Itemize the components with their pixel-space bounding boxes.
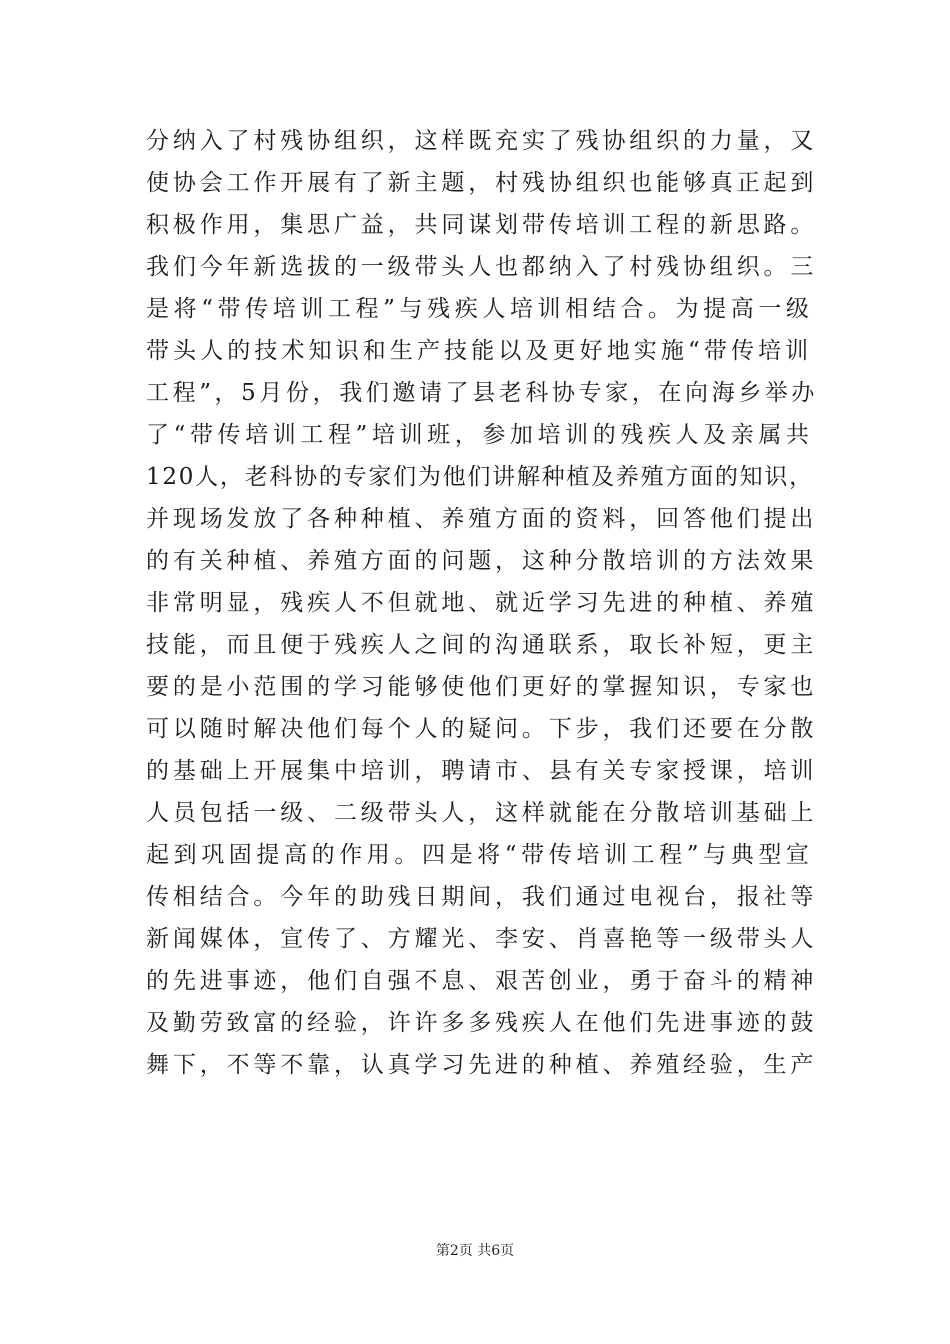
text-line-17: 人员包括一级、二级带头人，这样就能在分散培训基础上 bbox=[146, 800, 818, 826]
text-line-5: 是将“带传培训工程”与残疾人培训相结合。为提高一级 bbox=[146, 296, 814, 322]
text-line-3: 积极作用，集思广益，共同谋划带传培训工程的新思路。 bbox=[146, 212, 818, 238]
text-line-9: 120人，老科协的专家们为他们讲解种植及养殖方面的知识， bbox=[146, 464, 814, 490]
text-line-22: 及勤劳致富的经验，许许多多残疾人在他们先进事迹的鼓 bbox=[146, 1010, 818, 1036]
body-text bbox=[146, 120, 818, 1086]
text-line-1: 分纳入了村残协组织，这样既充实了残协组织的力量，又 bbox=[146, 128, 818, 154]
text-line-21: 的先进事迹，他们自强不息、艰苦创业，勇于奋斗的精神 bbox=[146, 968, 818, 994]
text-line-23: 舞下，不等不靠，认真学习先进的种植、养殖经验，生产 bbox=[146, 1052, 818, 1078]
text-line-4: 我们今年新选拔的一级带头人也都纳入了村残协组织。三 bbox=[146, 254, 818, 280]
text-line-15: 可以随时解决他们每个人的疑问。下步，我们还要在分散 bbox=[146, 716, 818, 742]
page-number-footer: 第2页 共6页 bbox=[435, 1243, 515, 1259]
text-line-8: 了“带传培训工程”培训班，参加培训的残疾人及亲属共 bbox=[146, 422, 814, 448]
text-line-13: 技能，而且便于残疾人之间的沟通联系，取长补短，更主 bbox=[146, 632, 818, 658]
text-line-14: 要的是小范围的学习能够使他们更好的掌握知识，专家也 bbox=[146, 674, 818, 700]
text-line-6: 带头人的技术知识和生产技能以及更好地实施“带传培训 bbox=[146, 338, 813, 364]
text-line-19: 传相结合。今年的助残日期间，我们通过电视台，报社等 bbox=[146, 884, 818, 910]
text-line-12: 非常明显，残疾人不但就地、就近学习先进的种植、养殖 bbox=[146, 590, 818, 616]
text-line-20: 新闻媒体，宣传了、方耀光、李安、肖喜艳等一级带头人 bbox=[146, 926, 818, 952]
text-line-7: 工程”，5月份，我们邀请了县老科协专家，在向海乡举办 bbox=[146, 380, 818, 406]
text-line-16: 的基础上开展集中培训，聘请市、县有关专家授课，培训 bbox=[146, 758, 818, 784]
text-line-18: 起到巩固提高的作用。四是将“带传培训工程”与典型宣 bbox=[146, 842, 814, 868]
text-line-11: 的有关种植、养殖方面的问题，这种分散培训的方法效果 bbox=[146, 548, 818, 574]
text-line-2: 使协会工作开展有了新主题，村残协组织也能够真正起到 bbox=[146, 170, 818, 196]
text-line-10: 并现场发放了各种种植、养殖方面的资料，回答他们提出 bbox=[146, 506, 818, 532]
